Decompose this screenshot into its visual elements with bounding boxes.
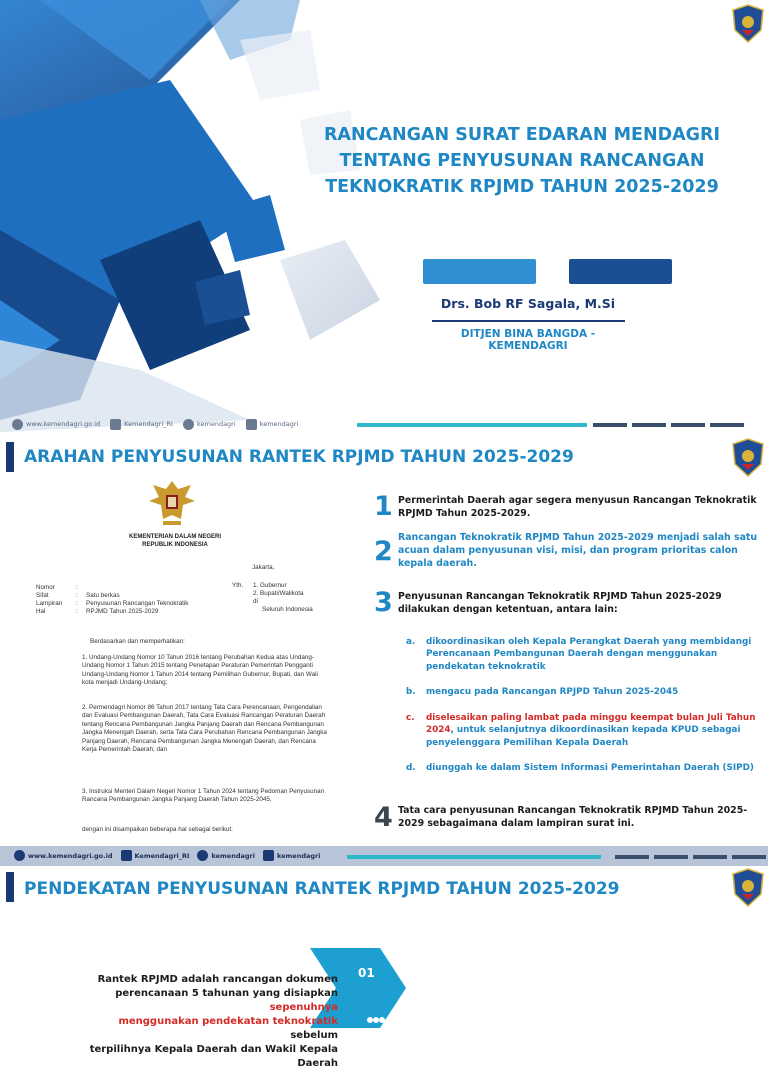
footer-dash [615, 855, 649, 859]
point-number-4: 4 [374, 802, 393, 833]
meta-value: Penyusunan Rancangan Teknokratik [86, 600, 189, 607]
step-number: 01 [358, 966, 375, 980]
directive-slide [0, 434, 768, 866]
footer-instagram[interactable]: kemendagri [246, 419, 299, 430]
meta-sep: : [76, 600, 78, 607]
kemendagri-logo [732, 4, 764, 44]
footer-website[interactable]: www.kemendagri.go.id [12, 419, 100, 430]
point-3-text: Penyusunan Rancangan Teknokratik RPJMD Tahun 2025-2029 dilakukan dengan ketentuan, antara lain: [398, 591, 722, 615]
instagram-icon [246, 419, 257, 430]
point-number-2: 2 [374, 536, 393, 567]
letter-city: Jakarta, [252, 564, 275, 571]
footer-twitter[interactable]: kemendagri [183, 419, 236, 430]
title-line-2: TENTANG PENYUSUNAN RANCANGAN [339, 151, 705, 171]
meta-label: Sifat [36, 592, 49, 599]
letter-intro: Berdasarkan dan memperhatikan: [90, 638, 185, 645]
meta-sep: : [76, 608, 78, 615]
decorative-bar-light [423, 259, 536, 284]
background-geometric-shapes [0, 0, 768, 432]
footer-instagram[interactable]: kemendagri [263, 850, 321, 861]
letter-recipient-4: Seluruh Indonesia [262, 606, 313, 613]
footer-dash [710, 423, 744, 427]
title-line-3: TEKNOKRATIK RPJMD TAHUN 2025-2029 [325, 177, 719, 197]
footer-accent-line [347, 855, 601, 859]
kemendagri-logo [732, 868, 764, 908]
letter-item-2: 2. Permendagri Nomor 86 Tahun 2017 tentang Tata Cara Perencanaan, Pengendalian dan Evaluasi Pembangunan Daerah, Tata Cara Evaluasi Rancangan Peraturan Daerah tentang Rencana Pembangunan Jangka Panjang Daerah dan Rencana Pembangunan Jangka Menengah Daerah, serta Tata Cara Perubahan Rencana Pembangunan Jangka Panjang Daerah, Rencana Pembangunan Jangka Menengah Daerah, dan Rencana Kerja Pemerintah Daerah; dan [82, 704, 327, 754]
title-slide [0, 0, 768, 432]
twitter-icon [197, 850, 208, 861]
header-marker [6, 872, 14, 902]
subpoint-c: c. diselesaikan paling lambat pada minggu keempat bulan Juli Tahun 2024, untuk selanjutnya dikoordinasikan kepada KPUD sebagai penyelenggara Pemilihan Kepala Daerah [406, 713, 756, 748]
facebook-icon [110, 419, 121, 430]
footer-website[interactable]: www.kemendagri.go.id [14, 850, 113, 861]
slide2-footer [0, 846, 768, 866]
footer-dash [732, 855, 766, 859]
footer-dash [693, 855, 727, 859]
globe-icon [14, 850, 25, 861]
point-4-text: Tata cara penyusunan Rancangan Teknokratik RPJMD Tahun 2025-2029 sebagaimana dalam lampiran surat ini. [398, 805, 748, 829]
subpoint-a: a. dikoordinasikan oleh Kepala Perangkat Daerah yang membidangi Perencanaan Pembangunan Daerah dengan menggunakan pendekatan teknokratik [406, 637, 752, 672]
letter-ministry-header: KEMENTERIAN DALAM NEGERI REPUBLIK INDONESIA [128, 534, 221, 548]
point-number-1: 1 [374, 491, 393, 522]
meta-label: Nomor [36, 584, 55, 591]
meta-label: Hal [36, 608, 46, 615]
slide1-footer-social [12, 416, 304, 432]
footer-dash [593, 423, 627, 427]
letter-recipient-1: 1. Gubernur [253, 582, 287, 589]
twitter-icon [183, 419, 194, 430]
meta-value: RPJMD Tahun 2025-2029 [86, 608, 159, 615]
footer-facebook[interactable]: Kemendagri_RI [110, 419, 173, 430]
point-1-text: Permerintah Daerah agar segera menyusun Rancangan Teknokratik RPJMD Tahun 2025-2029. [398, 495, 757, 519]
subpoint-d: d. diunggah ke dalam Sistem Informasi Pemerintahan Daerah (SIPD) [406, 763, 754, 774]
decorative-bar-dark [569, 259, 672, 284]
organization-name: DITJEN BINA BANGDA - KEMENDAGRI [460, 328, 596, 352]
letter-item-3: 3. Instruksi Menteri Dalam Negeri Nomor 1 Tahun 2024 tentang Pedoman Penyusunan Rancana Pembangunan Jangka Panjang Daerah Tahun 2025-2045, [82, 788, 325, 804]
letter-recipient-2: 2. Bupati/Walikota [253, 590, 304, 597]
meta-label: Lampiran [36, 600, 63, 607]
approach-slide [0, 868, 768, 1069]
garuda-emblem [145, 475, 199, 529]
meta-value: Satu berkas [86, 592, 120, 599]
footer-dash [632, 423, 666, 427]
point-number-3: 3 [374, 587, 393, 618]
point-2-text: Rancangan Teknokratik RPJMD Tahun 2025-2029 menjadi salah satu acuan dalam penyusunan visi, misi, dan program prioritas calon kepala daerah. [398, 532, 758, 569]
meta-sep: : [76, 592, 78, 599]
letter-yth: Yth. [232, 582, 244, 589]
meta-sep: : [76, 584, 78, 591]
slide2-footer-social [14, 850, 328, 861]
instagram-icon [263, 850, 274, 861]
presentation-title [296, 122, 748, 200]
letter-item-1: 1. Undang-Undang Nomor 10 Tahun 2016 tentang Perubahan Kedua atas Undang-Undang Nomor 1 Tahun 2015 tentang Penetapan Peraturan Pemerintah Pengganti Undang-Undang Nomor 1 Tahun 2014 tentang Pemilihan Gubernur, Bupati, dan Wali kota menjadi Undang-Undang; [82, 654, 318, 687]
rantek-definition: Rantek RPJMD adalah rancangan dokumen perencanaan 5 tahunan yang disiapkan sepenuhnya menggunakan pendekatan teknokratik sebelum terpilihnya Kepala Daerah dan Wakil Kepala Daerah [89, 974, 338, 1069]
author-name: Drs. Bob RF Sagala, M.Si [440, 296, 616, 311]
author-divider [432, 320, 625, 322]
slide2-title: ARAHAN PENYUSUNAN RANTEK RPJMD TAHUN 2025-2029 [24, 447, 574, 467]
globe-icon [12, 419, 23, 430]
header-marker [6, 442, 14, 472]
facebook-icon [121, 850, 132, 861]
footer-dash [671, 423, 705, 427]
footer-accent-line [357, 423, 587, 427]
footer-dash [654, 855, 688, 859]
title-line-1: RANCANGAN SURAT EDARAN MENDAGRI [323, 125, 721, 145]
letter-closing: dengan ini disampaikan beberapa hal sebagai berikut: [82, 826, 233, 833]
subpoint-b: b. mengacu pada Rancangan RPJPD Tahun 2025-2045 [406, 687, 679, 698]
kemendagri-logo [732, 438, 764, 478]
letter-recipient-3: di [253, 598, 258, 605]
footer-facebook[interactable]: Kemendagri_RI [121, 850, 190, 861]
slide3-title: PENDEKATAN PENYUSUNAN RANTEK RPJMD TAHUN 2025-2029 [24, 879, 620, 899]
footer-twitter[interactable]: kemendagri [197, 850, 255, 861]
